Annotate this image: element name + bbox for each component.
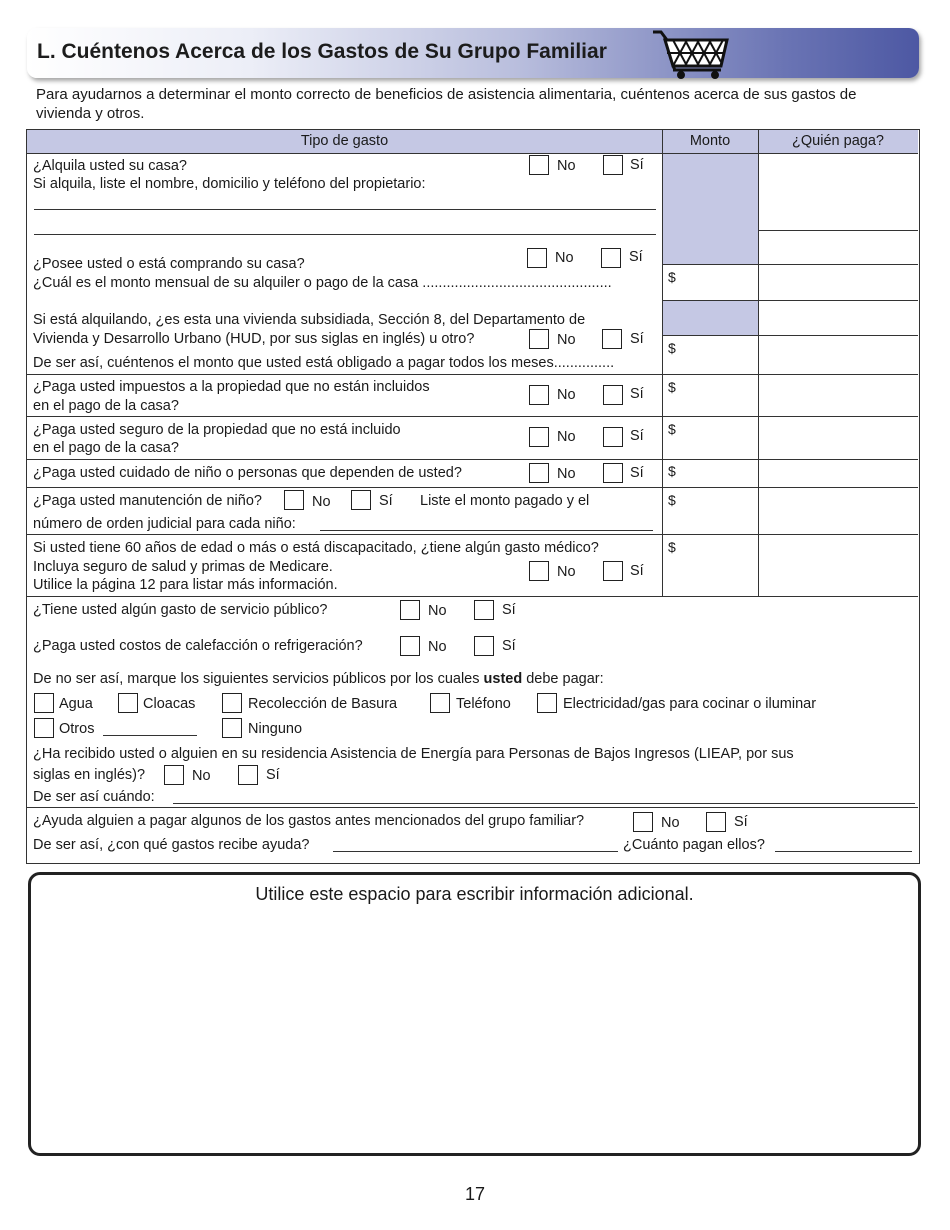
shopping-cart-icon (647, 28, 731, 85)
utility-question: ¿Tiene usted algún gasto de servicio público? (33, 602, 328, 618)
lieap-when-input[interactable] (173, 803, 915, 804)
trash-checkbox[interactable] (222, 693, 242, 713)
help-paying-question: ¿Ayuda alguien a pagar algunos de los gastos antes mencionados del grupo familiar? (33, 813, 585, 829)
child-support-yes-checkbox[interactable] (351, 490, 371, 510)
help-paying-yes-label: Sí (734, 814, 748, 830)
utility-yes-label: Sí (502, 602, 516, 618)
medical-yes-label: Sí (630, 563, 644, 579)
medical-no-label: No (557, 564, 576, 580)
help-paying-yes-checkbox[interactable] (706, 812, 726, 832)
no-utility-checkbox[interactable] (222, 718, 242, 738)
dependent-care-no-label: No (557, 466, 576, 482)
water-label: Agua (59, 696, 93, 712)
subsidized-no-checkbox[interactable] (529, 329, 549, 349)
medical-question-line1: Si usted tiene 60 años de edad o más o está discapacitado, ¿tiene algún gasto médico? (33, 540, 599, 556)
subsidized-yes-checkbox[interactable] (602, 329, 622, 349)
lieap-no-checkbox[interactable] (164, 765, 184, 785)
rent-yes-label: Sí (630, 157, 644, 173)
lieap-when-label: De ser así cuándo: (33, 789, 155, 805)
help-which-input[interactable] (333, 851, 618, 852)
help-paying-no-checkbox[interactable] (633, 812, 653, 832)
property-tax-yes-checkbox[interactable] (603, 385, 623, 405)
insurance-no-checkbox[interactable] (529, 427, 549, 447)
page-number: 17 (464, 1184, 486, 1204)
help-which-label: De ser así, ¿con qué gastos recibe ayuda? (33, 837, 310, 853)
insurance-no-label: No (557, 429, 576, 445)
rent-list-instruction: Si alquila, liste el nombre, domicilio y teléfono del propietario: (33, 176, 426, 192)
lieap-question-line2: siglas en inglés)? (33, 767, 146, 783)
other-utility-checkbox[interactable] (34, 718, 54, 738)
property-tax-dollar: $ (668, 379, 676, 395)
insurance-yes-checkbox[interactable] (603, 427, 623, 447)
child-support-no-label: No (312, 494, 331, 510)
section-header (27, 28, 919, 78)
dependent-care-yes-checkbox[interactable] (603, 463, 623, 483)
property-tax-yes-label: Sí (630, 386, 644, 402)
heating-yes-checkbox[interactable] (474, 636, 494, 656)
property-tax-question-line2: en el pago de la casa? (33, 398, 179, 414)
property-tax-question-line1: ¿Paga usted impuestos a la propiedad que no están incluidos (33, 379, 430, 395)
expenses-table (26, 129, 920, 864)
help-paying-no-label: No (661, 815, 680, 831)
heating-no-label: No (428, 639, 447, 655)
dependent-care-question: ¿Paga usted cuidado de niño o personas que dependen de usted? (33, 465, 462, 481)
medical-no-checkbox[interactable] (529, 561, 549, 581)
sewer-label: Cloacas (143, 696, 196, 712)
insurance-yes-label: Sí (630, 428, 644, 444)
additional-info-title: Utilice este espacio para escribir información adicional. (255, 884, 694, 904)
column-header-type: Tipo de gasto (300, 133, 389, 149)
phone-checkbox[interactable] (430, 693, 450, 713)
help-how-much-label: ¿Cuánto pagan ellos? (623, 837, 765, 853)
child-support-list-instruction: Liste el monto pagado y el (420, 493, 590, 509)
court-order-input[interactable] (320, 530, 653, 531)
property-tax-no-checkbox[interactable] (529, 385, 549, 405)
lieap-yes-checkbox[interactable] (238, 765, 258, 785)
heating-question: ¿Paga usted costos de calefacción o refrigeración? (33, 638, 363, 654)
lieap-no-label: No (192, 768, 211, 784)
rent-question: ¿Alquila usted su casa? (33, 158, 187, 174)
trash-label: Recolección de Basura (248, 696, 398, 712)
child-support-yes-label: Sí (379, 493, 393, 509)
utility-mark-instruction: De no ser así, marque los siguientes servicios públicos por los cuales usted debe pagar: (33, 671, 604, 687)
lieap-question-line1: ¿Ha recibido usted o alguien en su residencia Asistencia de Energía para Personas de Bajos Ingresos (LIEAP, por sus (33, 746, 794, 762)
insurance-dollar: $ (668, 421, 676, 437)
monthly-payment-dollar: $ (668, 269, 676, 285)
intro-text: Para ayudarnos a determinar el monto correcto de beneficios de asistencia alimentaria, cuéntenos acerca de sus gastos de vivienda y otros. (36, 86, 857, 122)
utility-no-label: No (428, 603, 447, 619)
dependent-care-no-checkbox[interactable] (529, 463, 549, 483)
own-no-checkbox[interactable] (527, 248, 547, 268)
utility-yes-checkbox[interactable] (474, 600, 494, 620)
medical-yes-checkbox[interactable] (603, 561, 623, 581)
heating-no-checkbox[interactable] (400, 636, 420, 656)
no-utility-label: Ninguno (248, 721, 303, 737)
medical-dollar: $ (668, 539, 676, 555)
phone-label: Teléfono (456, 696, 511, 712)
subsidized-question-line2: Vivienda y Desarrollo Urbano (HUD, por sus siglas en inglés) u otro? (33, 331, 475, 347)
rent-yes-checkbox[interactable] (603, 155, 623, 175)
medical-question-line2: Incluya seguro de salud y primas de Medicare. (33, 559, 333, 575)
dependent-care-dollar: $ (668, 463, 676, 479)
subsidized-amount-dollar: $ (668, 340, 676, 356)
own-yes-label: Sí (629, 249, 643, 265)
child-support-question: ¿Paga usted manutención de niño? (33, 493, 262, 509)
own-question: ¿Posee usted o está comprando su casa? (33, 256, 305, 272)
medical-question-line3: Utilice la página 12 para listar más información. (33, 577, 338, 593)
monthly-payment-question: ¿Cuál es el monto mensual de su alquiler o pago de la casa ............................................... (33, 275, 612, 291)
dependent-care-yes-label: Sí (630, 465, 644, 481)
subsidized-yes-label: Sí (630, 331, 644, 347)
heating-yes-label: Sí (502, 638, 516, 654)
column-header-amount: Monto (689, 133, 731, 149)
other-utility-label: Otros (59, 721, 95, 737)
section-title: L. Cuéntenos Acerca de los Gastos de Su Grupo Familiar (37, 40, 607, 63)
property-tax-no-label: No (557, 387, 576, 403)
electricity-checkbox[interactable] (537, 693, 557, 713)
landlord-line-2[interactable] (34, 234, 656, 235)
utility-no-checkbox[interactable] (400, 600, 420, 620)
help-how-much-input[interactable] (775, 851, 912, 852)
own-yes-checkbox[interactable] (601, 248, 621, 268)
child-support-no-checkbox[interactable] (284, 490, 304, 510)
rent-no-checkbox[interactable] (529, 155, 549, 175)
child-support-dollar: $ (668, 492, 676, 508)
subsidized-amount-question: De ser así, cuéntenos el monto que usted está obligado a pagar todos los meses............... (33, 355, 615, 371)
insurance-question-line1: ¿Paga usted seguro de la propiedad que no está incluido (33, 422, 401, 438)
additional-info-box[interactable] (28, 872, 921, 1156)
water-checkbox[interactable] (34, 693, 54, 713)
own-no-label: No (555, 250, 574, 266)
subsidized-question-line1: Si está alquilando, ¿es esta una vivienda subsidiada, Sección 8, del Departamento de (33, 312, 586, 328)
sewer-checkbox[interactable] (118, 693, 138, 713)
rent-no-label: No (557, 158, 576, 174)
electricity-label: Electricidad/gas para cocinar o iluminar (563, 696, 817, 712)
insurance-question-line2: en el pago de la casa? (33, 440, 179, 456)
lieap-yes-label: Sí (266, 767, 280, 783)
landlord-line-1[interactable] (34, 209, 656, 210)
court-order-label: número de orden judicial para cada niño: (33, 516, 296, 532)
other-utility-input[interactable] (103, 735, 197, 736)
column-header-who-pays: ¿Quién paga? (792, 133, 884, 149)
subsidized-no-label: No (557, 332, 576, 348)
